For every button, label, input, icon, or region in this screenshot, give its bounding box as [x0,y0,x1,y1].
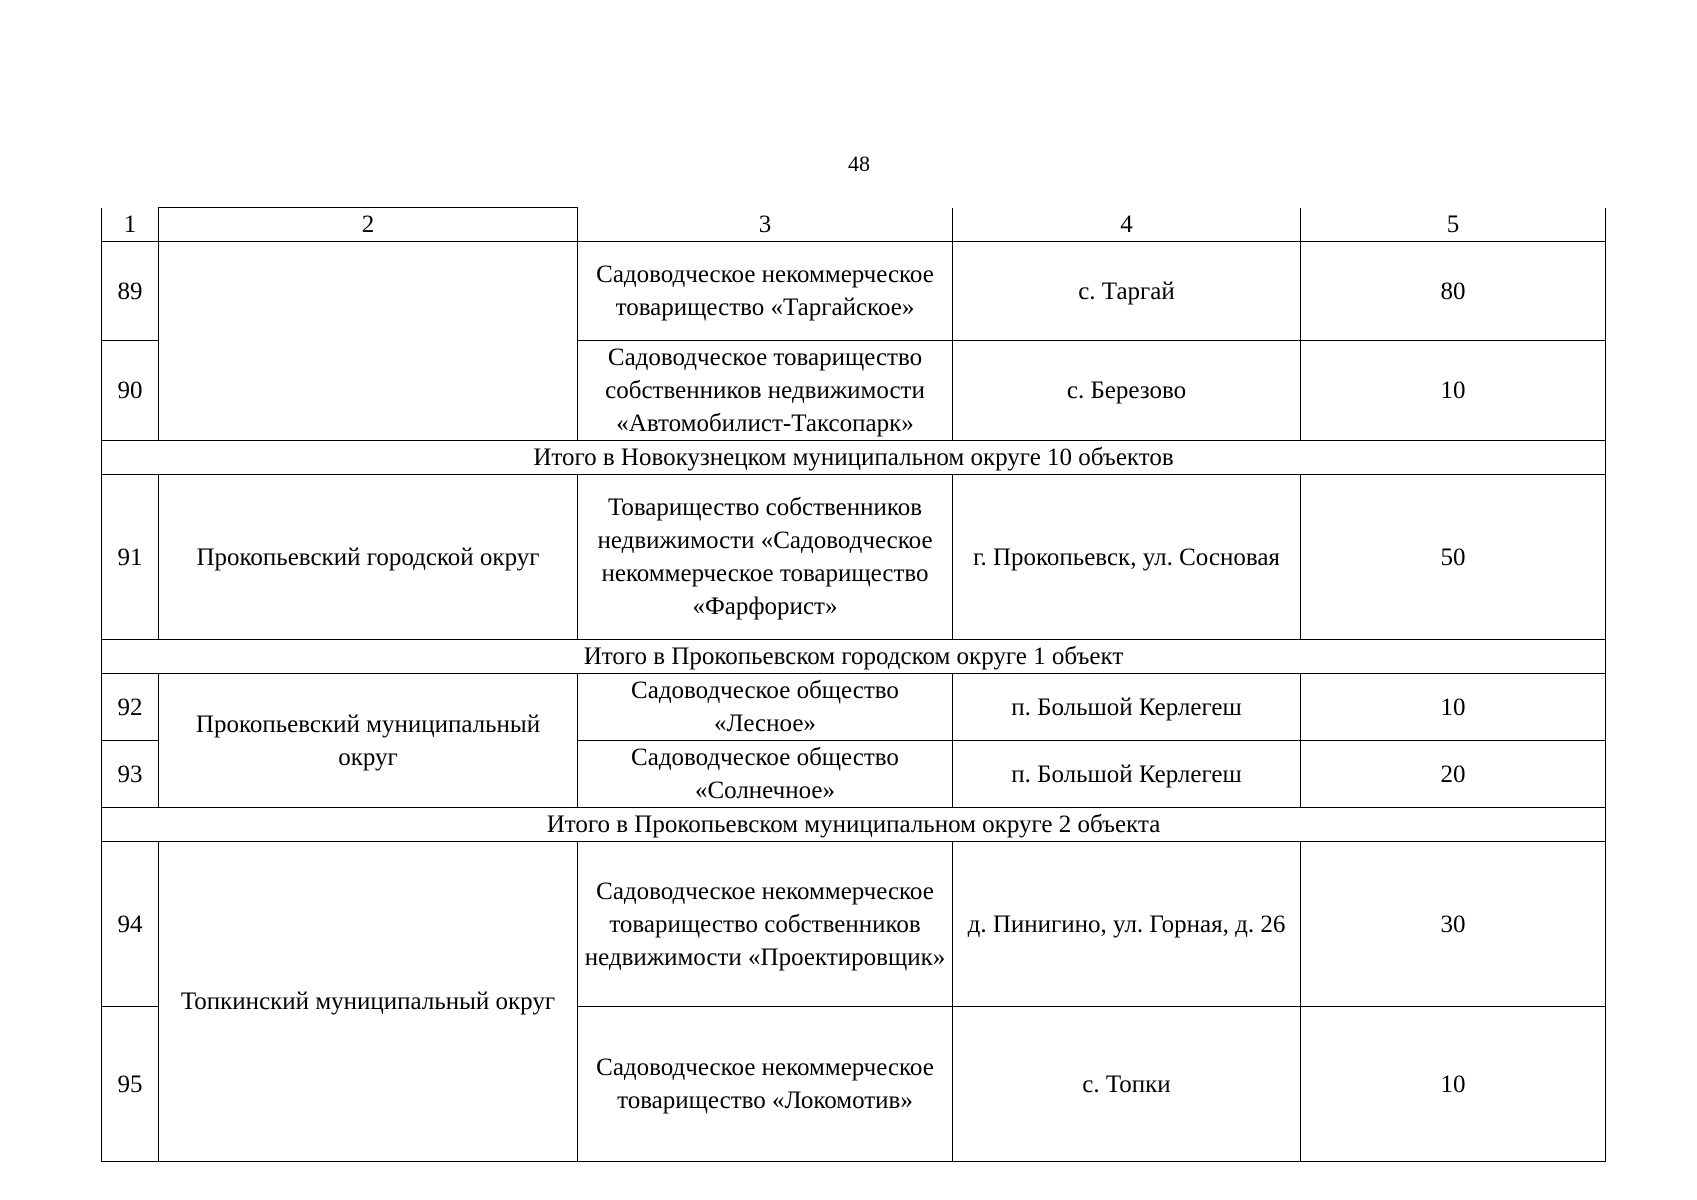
header-col-3: 3 [578,208,953,242]
value: 10 [1301,1007,1606,1162]
organization-name: Садоводческое некоммерческое товарищество «Таргайское» [578,242,953,341]
organization-name: Садоводческое некоммерческое товарищество собственников недвижимости «Проектировщик» [578,842,953,1007]
value: 10 [1301,674,1606,741]
row-number: 89 [102,242,159,341]
value: 50 [1301,475,1606,640]
row-number: 90 [102,341,159,441]
table-row [102,242,1606,341]
row-number: 93 [102,741,159,808]
district-name: Прокопьевский городской округ [159,475,578,640]
location: п. Большой Керлегеш [953,741,1301,808]
total-row [102,640,1606,674]
district-cell-empty [159,242,578,441]
location: п. Большой Керлегеш [953,674,1301,741]
row-number: 92 [102,674,159,741]
header-col-4: 4 [953,208,1301,242]
header-col-1: 1 [102,208,159,242]
district-name: Прокопьевский муниципальный округ [159,674,578,808]
organization-name: Садоводческое общество «Лесное» [578,674,953,741]
total-row [102,441,1606,475]
value: 30 [1301,842,1606,1007]
table-header-row [102,208,1606,242]
location: д. Пинигино, ул. Горная, д. 26 [953,842,1301,1007]
row-number: 94 [102,842,159,1007]
objects-table [101,207,1606,1162]
total-prokopyevsk-municipal: Итого в Прокопьевском муниципальном округе 2 объекта [102,808,1606,842]
location: с. Березово [953,341,1301,441]
district-name: Топкинский муниципальный округ [159,842,578,1162]
table-row [102,674,1606,741]
location: с. Таргай [953,242,1301,341]
table-row [102,842,1606,1007]
location: г. Прокопьевск, ул. Сосновая [953,475,1301,640]
location: с. Топки [953,1007,1301,1162]
row-number: 95 [102,1007,159,1162]
total-row [102,808,1606,842]
value: 10 [1301,341,1606,441]
row-number: 91 [102,475,159,640]
value: 80 [1301,242,1606,341]
total-novokuznetsk: Итого в Новокузнецком муниципальном округе 10 объектов [102,441,1606,475]
header-col-2: 2 [159,208,578,242]
organization-name: Товарищество собственников недвижимости «Садоводческое некоммерческое товарищество «Фарфорист» [578,475,953,640]
value: 20 [1301,741,1606,808]
page-number: 48 [848,151,870,176]
total-prokopyevsk-city: Итого в Прокопьевском городском округе 1 объект [102,640,1606,674]
organization-name: Садоводческое товарищество собственников недвижимости «Автомобилист-Таксопарк» [578,341,953,441]
table-row [102,475,1606,640]
organization-name: Садоводческое некоммерческое товарищество «Локомотив» [578,1007,953,1162]
organization-name: Садоводческое общество «Солнечное» [578,741,953,808]
header-col-5: 5 [1301,208,1606,242]
